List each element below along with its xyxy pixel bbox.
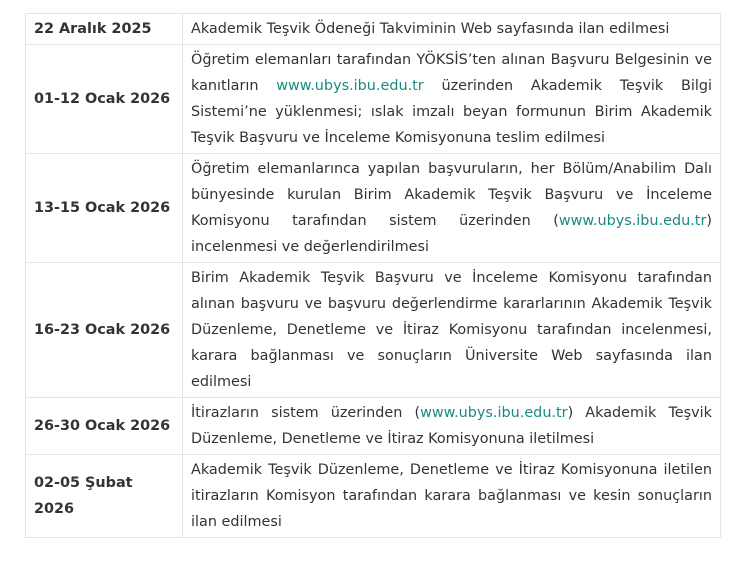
description-text: Öğretim elemanlarınca yapılan başvuruların, her Bölüm/Anabilim Dalı bünyesinde kurulan Birim Akademik Teşvik Başvuru ve İnceleme Komisyonu tarafından sistem üzerinden ( [191,161,712,229]
date-cell: 22 Aralık 2025 [26,14,183,45]
description-cell [183,455,721,538]
table-row [26,154,721,263]
description-cell [183,398,721,455]
table-row [26,45,721,154]
date-cell: 02-05 Şubat 2026 [26,455,183,538]
ubys-link[interactable]: www.ubys.ibu.edu.tr [558,213,707,229]
description-cell [183,14,721,45]
table-row [26,455,721,538]
date-cell: 01-12 Ocak 2026 [26,45,183,154]
description-cell [183,45,721,154]
table-row [26,263,721,398]
description-text: üzerinden Akademik Teşvik Bilgi Sistemi’ne yüklenmesi; ıslak imzalı beyan formunun Birim Akademik Teşvik Başvuru ve İnceleme Komisyonuna teslim edilmesi [191,78,712,146]
description-cell [183,154,721,263]
date-cell: 13-15 Ocak 2026 [26,154,183,263]
description-text: ) incelenmesi ve değerlendirilmesi [191,213,712,255]
description-text: İtirazların sistem üzerinden ( [191,405,421,421]
description-cell [183,263,721,398]
table-row [26,14,721,45]
date-cell: 26-30 Ocak 2026 [26,398,183,455]
description-text: Öğretim elemanları tarafından YÖKSİS’ten alınan Başvuru Belgesinin ve kanıtların [191,52,712,94]
description-text: Akademik Teşvik Düzenleme, Denetleme ve İtiraz Komisyonuna iletilen itirazların Komisyon tarafından karara bağlanması ve kesin sonuçların ilan edilmesi [191,462,712,530]
description-text: Akademik Teşvik Ödeneği Takviminin Web sayfasında ilan edilmesi [191,21,670,37]
schedule-table [25,13,721,538]
schedule-table-body [26,14,721,538]
date-cell: 16-23 Ocak 2026 [26,263,183,398]
description-text: ) Akademik Teşvik Düzenleme, Denetleme ve İtiraz Komisyonuna iletilmesi [191,405,712,447]
table-row [26,398,721,455]
ubys-link[interactable]: www.ubys.ibu.edu.tr [420,405,568,421]
description-text: Birim Akademik Teşvik Başvuru ve İnceleme Komisyonu tarafından alınan başvuru ve başvuru değerlendirme kararlarının Akademik Teşvik Düzenleme, Denetleme ve İtiraz Komisyonu tarafından incelenmesi, karara bağlanması ve sonuçların Üniversite Web sayfasında ilan edilmesi [191,270,712,390]
ubys-link[interactable]: www.ubys.ibu.edu.tr [276,78,424,94]
